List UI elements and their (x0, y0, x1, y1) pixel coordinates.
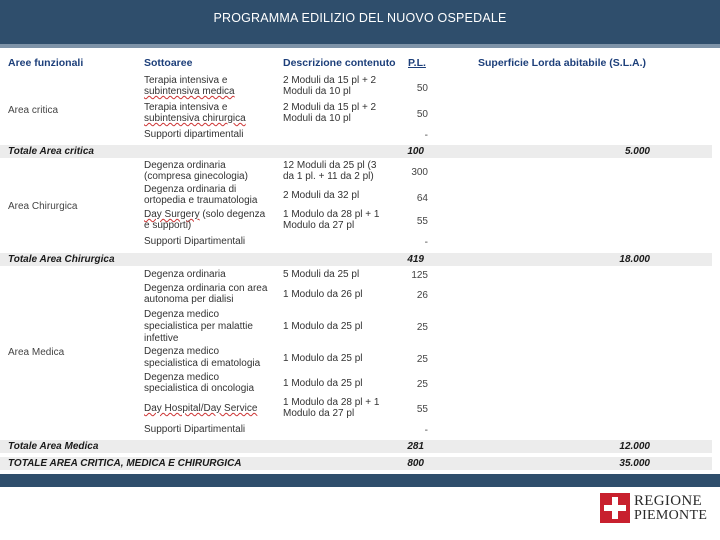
total-pl: 281 (407, 441, 424, 452)
total-row-critica (0, 145, 712, 158)
pl-value: - (424, 237, 428, 248)
total-label: Totale Area Medica (8, 441, 99, 452)
description-text: 2 Moduli da 32 pl (283, 190, 360, 201)
subarea-label: e supporti) (144, 220, 192, 231)
day-surgery-suffix: (solo degenza (199, 209, 266, 220)
subarea-label: specialistica per malattie (144, 321, 253, 332)
header-descrizione: Descrizione contenuto (283, 57, 396, 69)
description-text: 1 Modulo da 25 pl (283, 353, 363, 364)
day-surgery-text: Day Surgery (144, 209, 200, 220)
logo-text-line2: PIEMONTE (634, 508, 708, 523)
header-pl: P.L. (408, 57, 426, 69)
total-sla: 12.000 (619, 441, 650, 452)
subarea-label: Supporti Dipartimentali (144, 424, 246, 435)
header-sottoaree: Sottoaree (144, 57, 193, 69)
description-text: Moduli da 10 pl (283, 86, 351, 97)
pl-value: - (424, 130, 428, 141)
header-underline (0, 44, 720, 48)
grand-total-row (0, 457, 712, 470)
pl-value: 55 (416, 216, 428, 227)
subarea-label: (compresa ginecologia) (144, 171, 248, 182)
description-text: 2 Moduli da 15 pl + 2 (283, 75, 377, 86)
description-text: 1 Modulo da 25 pl (283, 378, 363, 389)
grand-total-sla: 35.000 (619, 458, 650, 469)
description-text: 2 Moduli da 15 pl + 2 (283, 102, 377, 113)
pl-value: 300 (411, 167, 428, 178)
regione-piemonte-logo (600, 493, 708, 525)
description-text: 12 Moduli da 25 pl (3 (283, 160, 377, 171)
subarea-label: specialistica di oncologia (144, 383, 255, 394)
pl-value: 50 (416, 109, 428, 120)
total-pl: 419 (407, 254, 424, 265)
subarea-label: Terapia intensiva e (144, 75, 228, 86)
description-text: Moduli da 10 pl (283, 113, 351, 124)
description-text: 1 Modulo da 26 pl (283, 289, 363, 300)
header-sla: Superficie Lorda abitabile (S.L.A.) (478, 57, 647, 69)
total-sla: 5.000 (624, 146, 650, 157)
area-label: Area Chirurgica (8, 201, 78, 212)
description-text: 1 Modulo da 28 pl + 1 (283, 397, 380, 408)
cross-shield-icon (600, 493, 630, 523)
subarea-label: Degenza medico (144, 372, 220, 383)
header-aree-funzionali: Aree funzionali (8, 57, 84, 69)
pl-value: 125 (411, 270, 428, 281)
logo-text-line1: REGIONE (634, 493, 702, 509)
grand-total-label: TOTALE AREA CRITICA, MEDICA E CHIRURGICA (8, 458, 242, 469)
subarea-label: ortopedia e traumatologia (144, 195, 258, 206)
footer-bar (0, 474, 720, 487)
pl-value: 50 (416, 83, 428, 94)
description-text: Modulo da 27 pl (283, 408, 355, 419)
subarea-label: subintensiva chirurgica (144, 113, 246, 124)
subarea-label: Day Hospital/Day Service (144, 403, 258, 414)
total-pl: 100 (407, 146, 424, 157)
subarea-label: specialistica di ematologia (144, 358, 261, 369)
subarea-label: Degenza ordinaria di (144, 184, 237, 195)
description-text: Modulo da 27 pl (283, 220, 355, 231)
area-label: Area critica (8, 105, 59, 116)
pl-value: 26 (416, 290, 428, 301)
description-text: 5 Moduli da 25 pl (283, 269, 360, 280)
subarea-label: autonoma per dialisi (144, 294, 234, 305)
description-text: 1 Modulo da 28 pl + 1 (283, 209, 380, 220)
subarea-label: Terapia intensiva e (144, 102, 228, 113)
description-text: 1 Modulo da 25 pl (283, 321, 363, 332)
total-label: Totale Area critica (8, 146, 94, 157)
description-text: da 1 pl. + 11 da 2 pl) (283, 171, 374, 182)
grand-total-pl: 800 (407, 458, 424, 469)
total-sla: 18.000 (619, 254, 650, 265)
subarea-label: infettive (144, 333, 179, 344)
total-row-chirurgica (0, 253, 712, 266)
subarea-label: Supporti dipartimentali (144, 129, 244, 140)
area-label: Area Medica (8, 347, 65, 358)
subarea-label: subintensiva medica (144, 86, 235, 97)
subarea-label: Degenza medico (144, 346, 220, 357)
pl-value: 55 (416, 404, 428, 415)
pl-value: 64 (416, 193, 428, 204)
pl-value: 25 (416, 322, 428, 333)
subarea-label (144, 210, 265, 221)
total-row-medica (0, 440, 712, 453)
pl-value: 25 (416, 354, 428, 365)
pl-value: - (424, 425, 428, 436)
subarea-label: Degenza ordinaria con area (144, 283, 268, 294)
subarea-label: Degenza ordinaria (144, 160, 226, 171)
subarea-label: Degenza medico (144, 309, 220, 320)
subarea-label: Degenza ordinaria (144, 269, 226, 280)
total-label: Totale Area Chirurgica (8, 254, 115, 265)
subarea-label: Supporti Dipartimentali (144, 236, 246, 247)
page-title: PROGRAMMA EDILIZIO DEL NUOVO OSPEDALE (213, 11, 507, 25)
pl-value: 25 (416, 379, 428, 390)
